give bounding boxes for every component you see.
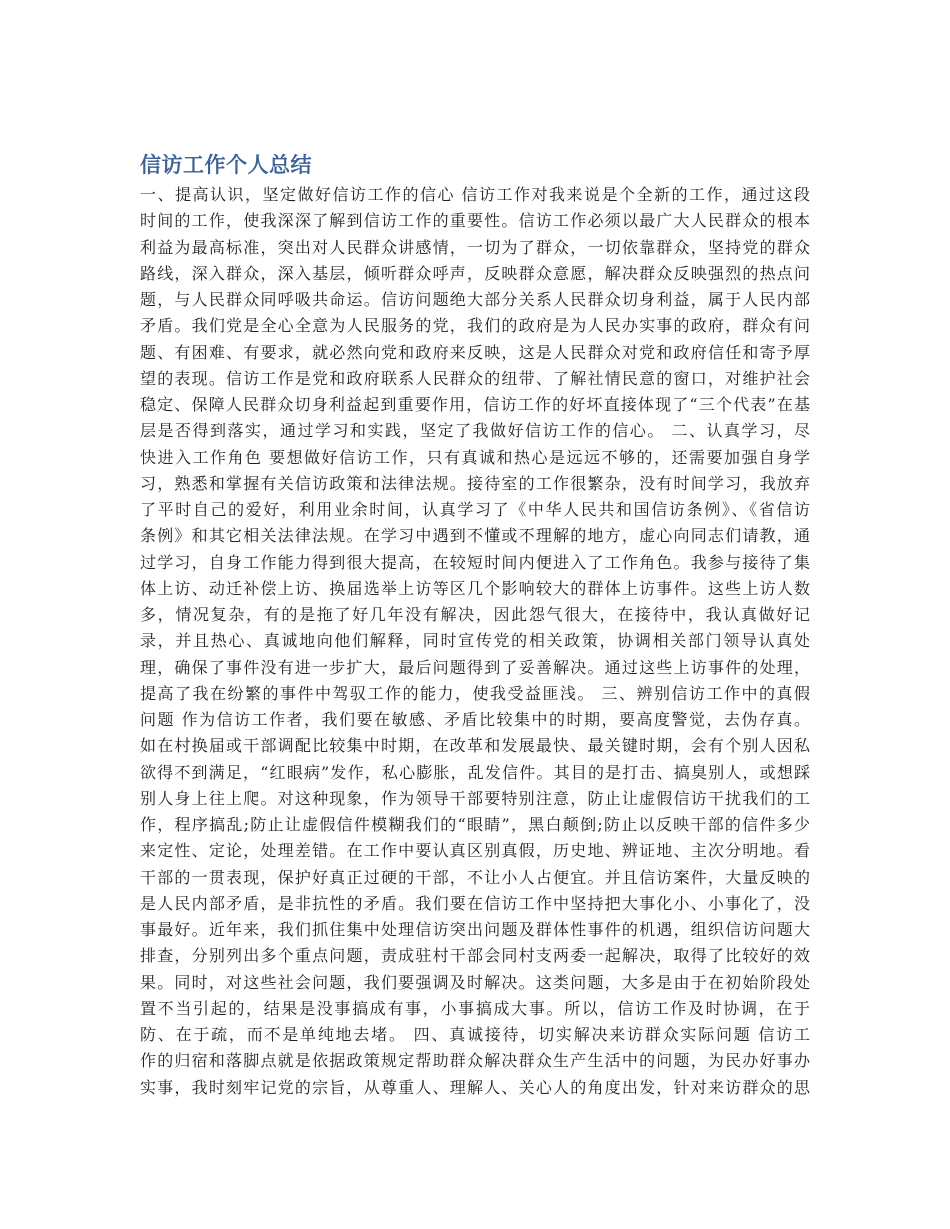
body-line: 来定性、定论，处理差错。在工作中要认真区别真假，历史地、辨证地、主次分明地。看 [140, 841, 810, 861]
body-line: 体上访、动迁补偿上访、换届选举上访等区几个影响较大的群体上访事件。这些上访人数 [140, 578, 810, 598]
body-line: 多，情况复杂，有的是拖了好几年没有解决，因此怨气很大，在接待中，我认真做好记 [140, 605, 810, 624]
body-line: 果。同时，对这些社会问题，我们要强调及时解决。这类问题，大多是由于在初始阶段处 [140, 972, 810, 992]
body-line: 习，熟悉和掌握有关信访政策和法律法规。接待室的工作很繁杂，没有时间学习，我放弃 [140, 473, 810, 493]
body-line: 题、有困难、有要求，就必然向党和政府来反映，这是人民群众对党和政府信任和寄予厚 [140, 342, 810, 362]
body-line: 置不当引起的，结果是没事搞成有事，小事搞成大事。所以，信访工作及时协调，在于 [140, 998, 810, 1018]
body-line: 快进入工作角色 要想做好信访工作，只有真诚和热心是远远不够的，还需要加强自身学 [140, 447, 810, 467]
body-line: 层是否得到落实，通过学习和实践，坚定了我做好信访工作的信心。 二、认真学习，尽 [140, 421, 810, 441]
body-line: 稳定、保障人民群众切身利益起到重要作用，信访工作的好坏直接体现了“三个代表”在基 [140, 395, 810, 414]
body-line: 是人民内部矛盾，是非抗性的矛盾。我们要在信访工作中坚持把大事化小、小事化了，没 [140, 893, 810, 913]
body-line: 录，并且热心、真诚地向他们解释，同时宣传党的相关政策，协调相关部门领导认真处 [140, 631, 810, 651]
document-title: 信访工作个人总结 [140, 153, 312, 177]
body-line: 利益为最高标准，突出对人民群众讲感情，一切为了群众，一切依靠群众，坚持党的群众 [140, 237, 810, 257]
document-body [140, 182, 810, 1101]
body-line: 干部的一贯表现，保护好真正过硬的干部，不让小人占便宜。并且信访案件，大量反映的 [140, 867, 810, 887]
body-line: 一、提高认识，坚定做好信访工作的信心 信访工作对我来说是个全新的工作，通过这段 [140, 185, 810, 204]
body-line: 条例》和其它相关法律法规。在学习中遇到不懂或不理解的地方，虚心向同志们请教，通 [140, 526, 810, 546]
body-line: 题，与人民群众同呼吸共命运。信访问题绝大部分关系人民群众切身利益，属于人民内部 [140, 290, 810, 309]
body-line: 理，确保了事件没有进一步扩大，最后问题得到了妥善解决。通过这些上访事件的处理， [140, 657, 810, 677]
body-line: 问题 作为信访工作者，我们要在敏感、矛盾比较集中的时期，要高度警觉，去伪存真。 [140, 710, 810, 729]
body-line: 实事，我时刻牢记党的宗旨，从尊重人、理解人、关心人的角度出发，针对来访群众的思 [140, 1077, 810, 1097]
body-line: 了平时自己的爱好，利用业余时间，认真学习了《中华人民共和国信访条例》、《省信访 [140, 500, 810, 519]
body-line: 作，程序搞乱;防止让虚假信件模糊我们的“眼睛”，黑白颠倒;防止以反映干部的信件多少 [140, 815, 810, 834]
body-line: 防、在于疏，而不是单纯地去堵。 四、真诚接待，切实解决来访群众实际问题 信访工 [140, 1025, 810, 1044]
body-line: 排查，分别列出多个重点问题，责成驻村干部会同村支两委一起解决，取得了比较好的效 [140, 946, 810, 966]
body-line: 如在村换届或干部调配比较集中时期，在改革和发展最快、最关键时期，会有个别人因私 [140, 736, 810, 756]
body-line: 别人身上往上爬。对这种现象，作为领导干部要特别注意，防止让虚假信访干扰我们的工 [140, 788, 810, 808]
body-line: 作的归宿和落脚点就是依据政策规定帮助群众解决群众生产生活中的问题，为民办好事办 [140, 1051, 810, 1071]
body-line: 事最好。近年来，我们抓住集中处理信访突出问题及群体性事件的机遇，组织信访问题大 [140, 920, 810, 939]
body-line: 路线，深入群众，深入基层，倾听群众呼声，反映群众意愿，解决群众反映强烈的热点问 [140, 263, 810, 283]
body-line: 过学习，自身工作能力得到很大提高，在较短时间内便进入了工作角色。我参与接待了集 [140, 552, 810, 572]
body-line: 欲得不到满足，“红眼病”发作，私心膨胀，乱发信件。其目的是打击、搞臭别人，或想踩 [140, 762, 810, 782]
body-line: 望的表现。信访工作是党和政府联系人民群众的纽带、了解社情民意的窗口，对维护社会 [140, 368, 810, 388]
body-line: 时间的工作，使我深深了解到信访工作的重要性。信访工作必须以最广大人民群众的根本 [140, 211, 810, 231]
body-line: 提高了我在纷繁的事件中驾驭工作的能力，使我受益匪浅。 三、辨别信访工作中的真假 [140, 683, 810, 703]
body-line: 矛盾。我们党是全心全意为人民服务的党，我们的政府是为人民办实事的政府，群众有问 [140, 316, 810, 336]
